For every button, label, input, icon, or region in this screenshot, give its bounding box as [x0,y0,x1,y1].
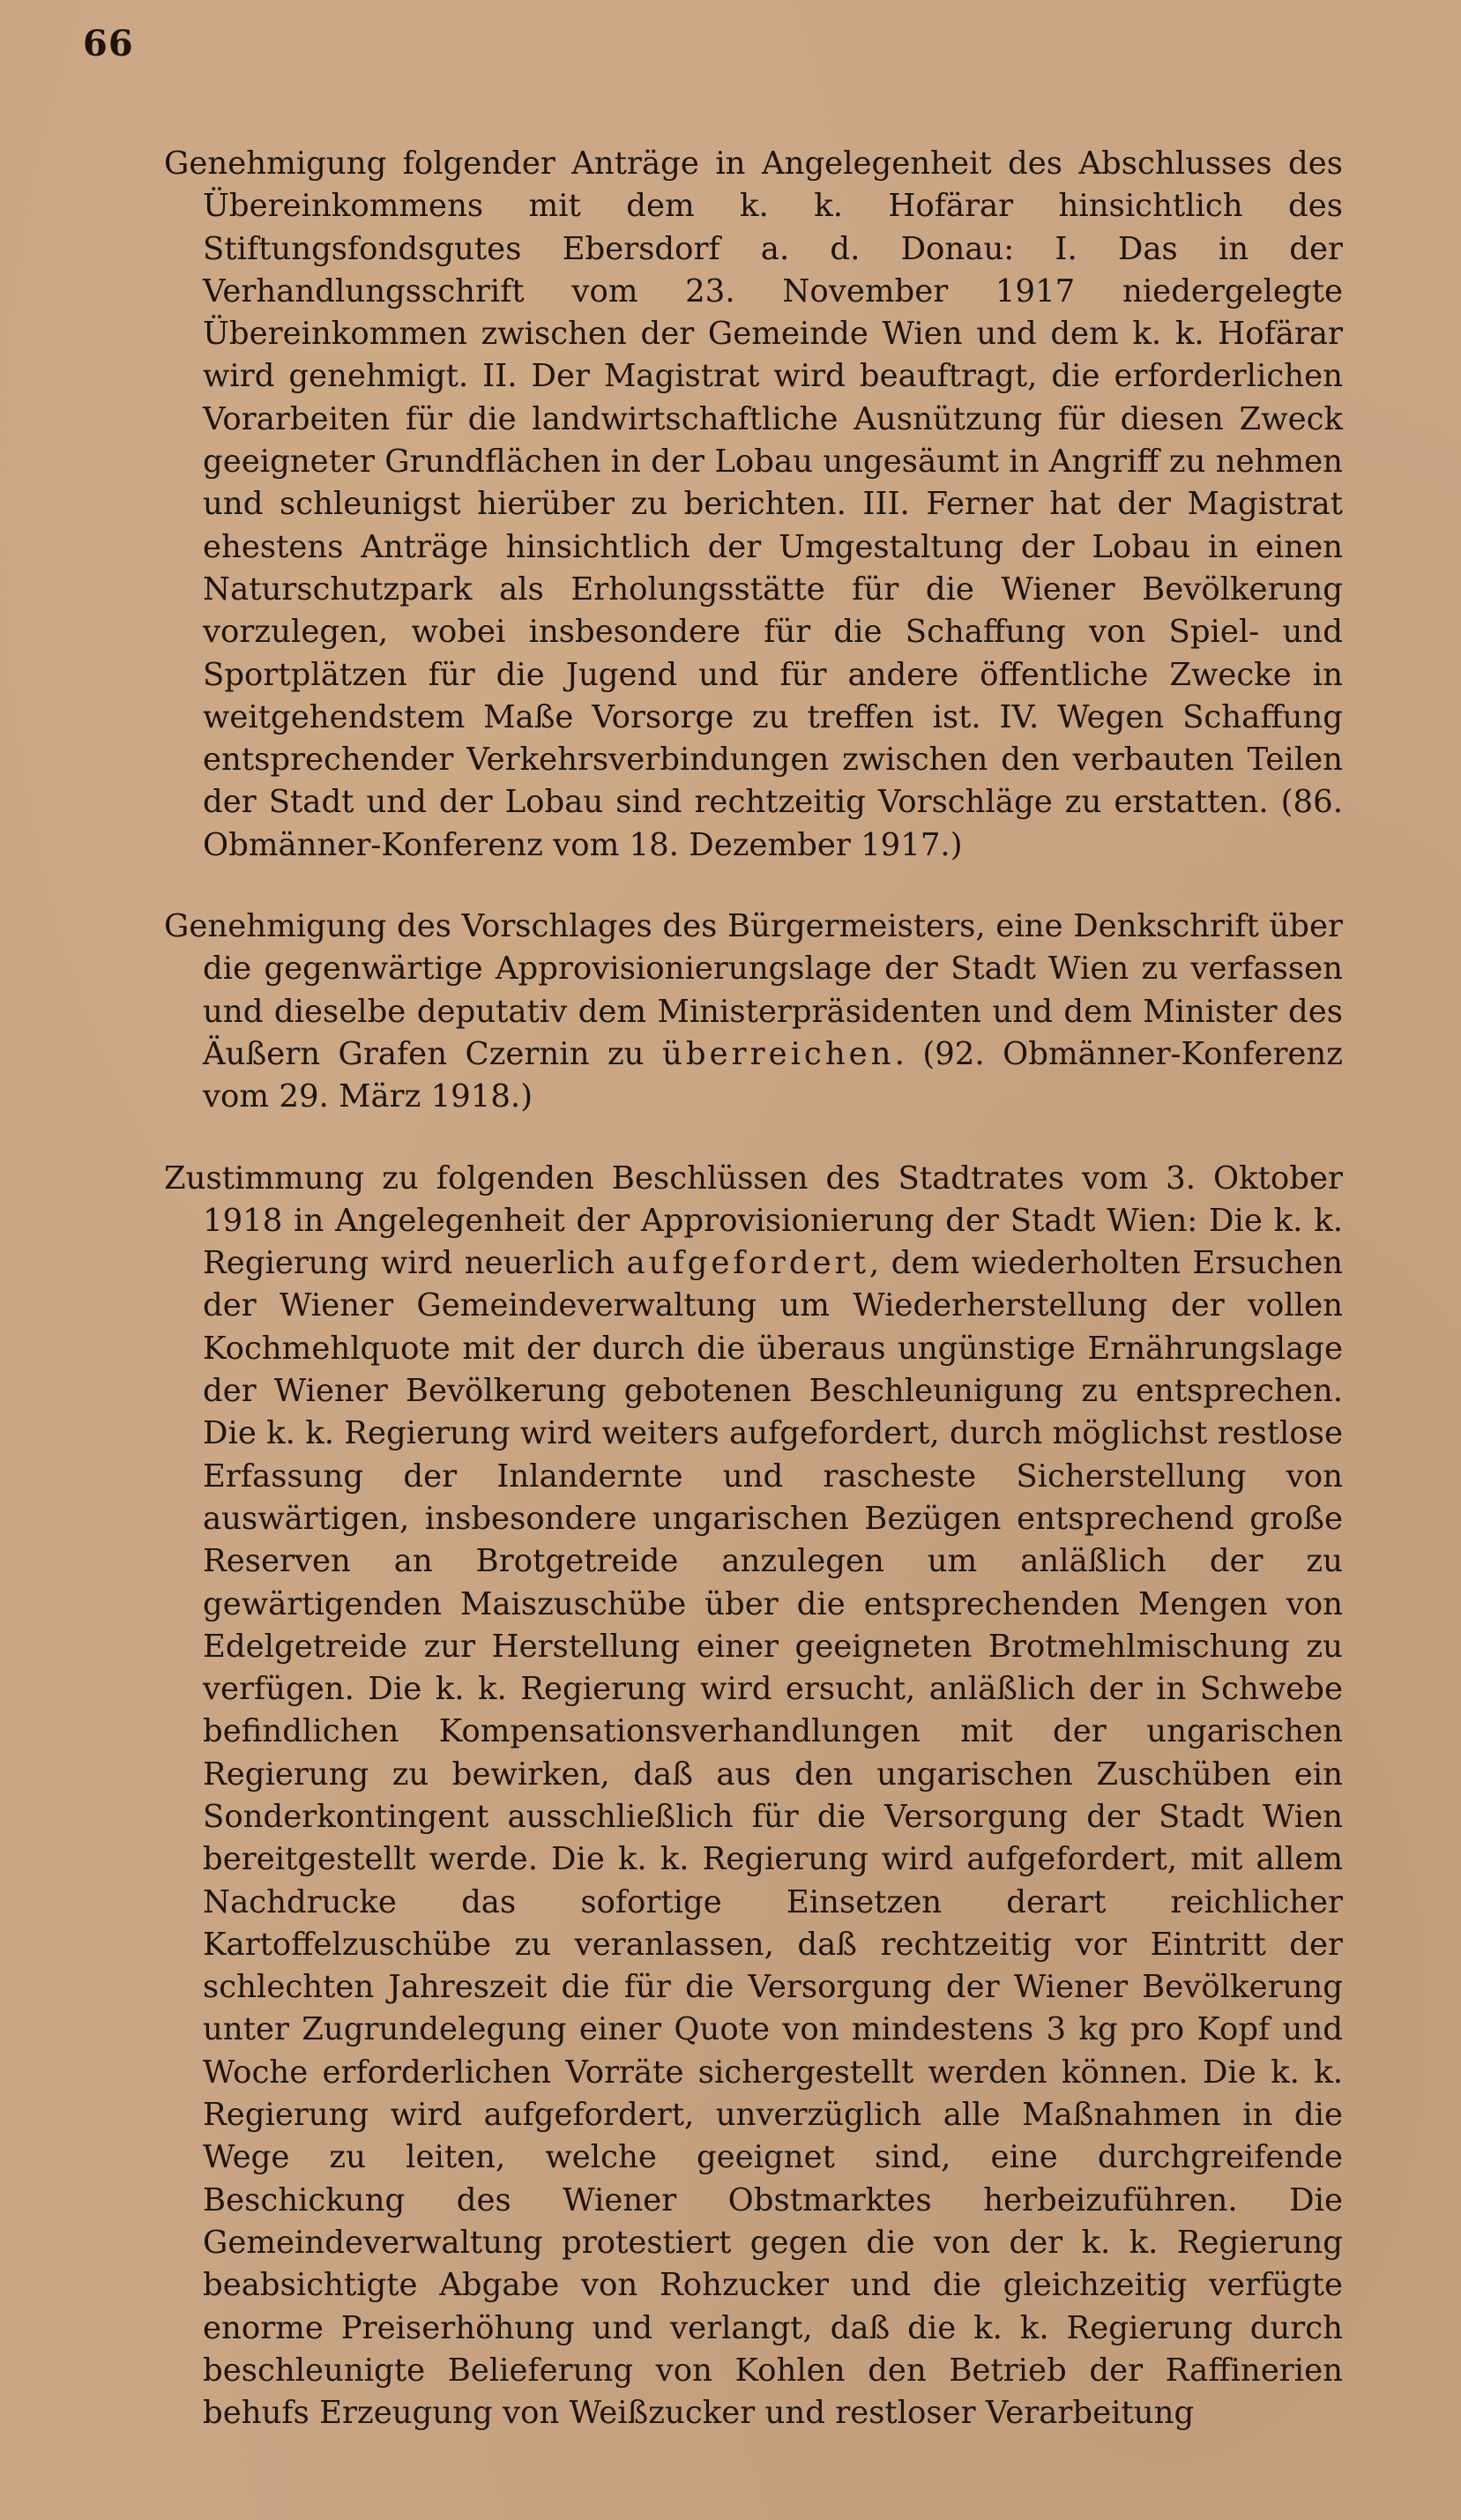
entry-text-after: , dem wiederholten Ersuchen der Wiener Gemeindeverwaltung um Wiederherstellung der vollen Kochmehlquote mit der durch die überaus ungünstige Ernährungslage der Wiener Bevölkerung gebotenen Beschleunigung zu entsprechen. Die k. k. Regierung wird weiters aufgefordert, durch möglichst restlose Erfassung der Inlandernte und rascheste Sicherstellung von auswärtigen, insbesondere ungarischen Bezügen entsprechend große Reserven an Brotgetreide anzulegen um anläßlich der zu gewärtigenden Maiszuschübe über die entsprechenden Mengen von Edelgetreide zur Herstellung einer geeigneten Brotmehlmischung zu verfügen. Die k. k. Regierung wird ersucht, anläßlich der in Schwebe befindlichen Kompensationsverhandlungen mit der ungarischen Regierung zu bewirken, daß aus den ungarischen Zuschüben ein Sonderkontingent ausschließlich für die Versorgung der Stadt Wien bereitgestellt werde. Die k. k. Regierung wird aufgefordert, mit allem Nachdrucke das sofortige Einsetzen derart reichlicher Kartoffelzuschübe zu veranlassen, daß rechtzeitig vor Eintritt der schlechten Jahreszeit die für die Versorgung der Wiener Bevölkerung unter Zugrundelegung einer Quote von mindestens 3 kg pro Kopf und Woche erforderlichen Vorräte sichergestellt werden können. Die k. k. Regierung wird aufgefordert, unverzüglich alle Maßnahmen in die Wege zu leiten, welche geeignet sind, eine durchgreifende Beschickung des Wiener Obstmarktes herbeizuführen. Die Gemeindeverwaltung protestiert gegen die von der k. k. Regierung beabsichtigte Abgabe von Rohzucker und die gleichzeitig verfügte enorme Preiserhöhung und verlangt, daß die k. k. Regierung durch beschleunigte Belieferung von Kohlen den Betrieb der Raffinerien behufs Erzeugung von Weißzucker und restloser Verarbeitung [203,1245,1343,2432]
entry-spaced-word: überreichen [662,1035,895,1072]
entry-spaced-word: aufgefordert [626,1245,869,1282]
page-number: 66 [83,23,134,64]
entry-lobau-agreement: Genehmigung folgender Anträge in Angelegenheit des Abschlusses des Übereinkommens mit dem k. k. Hofärar hinsichtlich des Stiftungsfondsgutes Ebersdorf a. d. Donau: I. Das in der Verhandlungsschrift vom 23. November 1917 niedergelegte Übereinkommen zwischen der Gemeinde Wien und dem k. k. Hofärar wird genehmigt. II. Der Magistrat wird beauftragt, die erforderlichen Vorarbeiten für die landwirtschaftliche Ausnützung für diesen Zweck geeigneter Grundflächen in der Lobau ungesäumt in Angriff zu nehmen und schleunigst hierüber zu berichten. III. Ferner hat der Magistrat ehestens Anträge hinsichtlich der Umgestaltung der Lobau in einen Naturschutzpark als Erholungsstätte für die Wiener Bevölkerung vorzulegen, wobei insbesondere für die Schaffung von Spiel- und Sportplätzen für die Jugend und für andere öffentliche Zwecke in weitgehendstem Maße Vorsorge zu treffen ist. IV. Wegen Schaffung entsprechender Verkehrsverbindungen zwischen den verbauten Teilen der Stadt und der Lobau sind rechtzeitig Vorschläge zu erstatten. (86. Obmänner-Konferenz vom 18. Dezember 1917.) [164,145,1343,863]
entry-stadtrat-resolutions [164,1158,1343,2435]
entry-text-before: Zustimmung zu folgenden Beschlüssen des Stadtrates vom 3. Oktober 1918 in Angelegenheit der Approvisionierung der Stadt Wien: Die k. k. Regierung wird neuerlich [164,1159,1343,1282]
entry-text-before: Genehmigung des Vorschlages des Bürgermeisters, eine Denkschrift über die gegenwärtige Approvisionierungslage der Stadt Wien zu verfassen und dieselbe deputativ dem Ministerpräsidenten und dem Minister des Äußern Grafen Czernin zu [164,908,1343,1072]
entry-text-after: . (92. Obmänner-Konferenz vom 29. März 1918.) [203,1035,1343,1115]
entry-memorandum-approvisioning [164,906,1343,1118]
entries-list [164,143,1343,2473]
